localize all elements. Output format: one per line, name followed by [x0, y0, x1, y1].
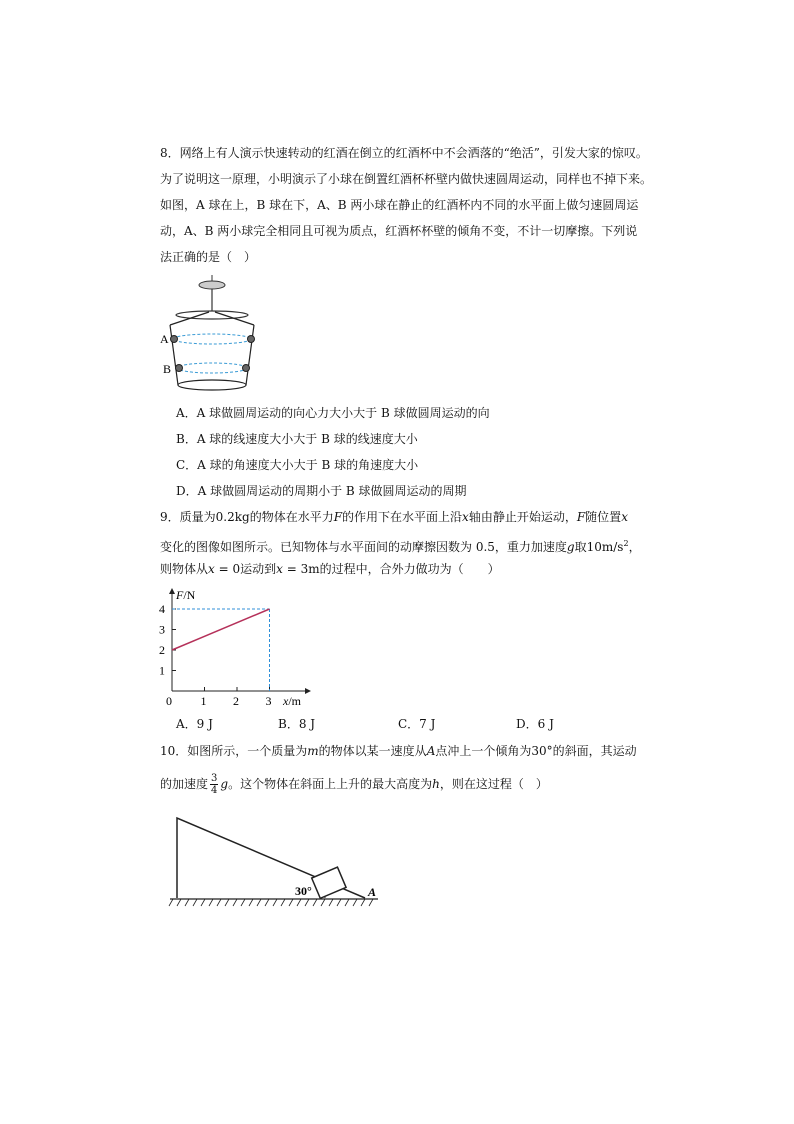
- q10-stem-line-1: 10．如图所示，一个质量为m的物体以某一速度从A点冲上一个倾角为30°的斜面，其运动: [160, 744, 637, 758]
- q8-stem-line-5: 法正确的是（ ）: [160, 250, 257, 264]
- q9-option-a: A．9 J: [176, 717, 213, 731]
- q9-stem-line-3: 则物体从x = 0运动到x = 3m的过程中，合外力做功为（ ）: [160, 562, 500, 576]
- q9-option-d: D．6 J: [516, 717, 554, 731]
- ball-b-left: [176, 365, 183, 372]
- x-tick-label: 3: [265, 694, 272, 708]
- q8-option-d: D．A 球做圆周运动的周期小于 B 球做圆周运动的周期: [176, 484, 467, 498]
- label-a: A: [160, 332, 169, 346]
- ball-b-right: [243, 365, 250, 372]
- wine-glass-figure: [155, 275, 285, 395]
- label-b: B: [163, 362, 172, 376]
- q10-stem-line-2: 的加速度 $\frac{3}{4}$ g。这个物体在斜面上上升的最大高度为h，则在这过程（ ）: [160, 773, 548, 796]
- ball-a-right: [248, 336, 255, 343]
- angle-label: 30°: [295, 884, 312, 898]
- y-tick-label: 2: [159, 643, 165, 657]
- ball-a-left: [171, 336, 178, 343]
- q8-option-b: B．A 球的线速度大小大于 B 球的线速度大小: [176, 432, 418, 446]
- block: [312, 867, 346, 898]
- y-tick-label: 3: [159, 622, 165, 637]
- x-tick-label: 1: [200, 694, 207, 708]
- y-axis-label: F/N: [176, 588, 196, 602]
- q9-stem-line-1: 9．质量为0.2kg的物体在水平力F的作用下在水平面上沿x轴由静止开始运动，F随位置x: [160, 510, 628, 524]
- x-tick-label: 0: [166, 694, 172, 708]
- force-line-series: [172, 609, 270, 650]
- q9-mass: 0.2kg: [215, 510, 250, 524]
- q8-stem-line-4: 动，A、B 两小球完全相同且可视为质点，红酒杯杯壁的倾角不变，不计一切摩擦。下列说: [160, 224, 638, 238]
- q9-option-c: C．7 J: [398, 717, 436, 731]
- incline-figure: [165, 812, 385, 912]
- q8-stem-line-2: 为了说明这一原理，小明演示了小球在倒置红酒杯杯壁内做快速圆周运动，同样也不掉下来。: [160, 172, 653, 186]
- fraction-three-quarters: $\frac{3}{4}$: [211, 773, 218, 796]
- q9-stem-line-2: 变化的图像如图所示。已知物体与水平面间的动摩擦因数为 0.5，重力加速度g取$10m/s^2$，: [160, 539, 641, 554]
- force-position-chart: [150, 585, 320, 715]
- q8-stem-line-1: 8．网络上有人演示快速转动的红酒在倒立的红酒杯中不会洒落的“绝活”，引发大家的惊叹。: [160, 146, 648, 160]
- q8-option-a: A．A 球做圆周运动的向心力大小大于 B 球做圆周运动的向: [176, 406, 490, 420]
- q9-accel: 10m/s: [586, 540, 624, 554]
- x-tick-label: 2: [233, 694, 239, 708]
- x-axis-label: x/m: [283, 694, 301, 708]
- y-tick-label: 1: [159, 663, 165, 678]
- point-a-label: A: [368, 885, 377, 899]
- q10-angle: 30°: [531, 744, 553, 758]
- q8-stem-line-3: 如图，A 球在上，B 球在下，A、B 两小球在静止的红酒杯内不同的水平面上做匀速圆周运: [160, 198, 639, 212]
- q8-option-c: C．A 球的角速度大小大于 B 球的角速度大小: [176, 458, 419, 472]
- y-tick-label: 4: [159, 602, 165, 616]
- q9-option-b: B．8 J: [278, 717, 316, 731]
